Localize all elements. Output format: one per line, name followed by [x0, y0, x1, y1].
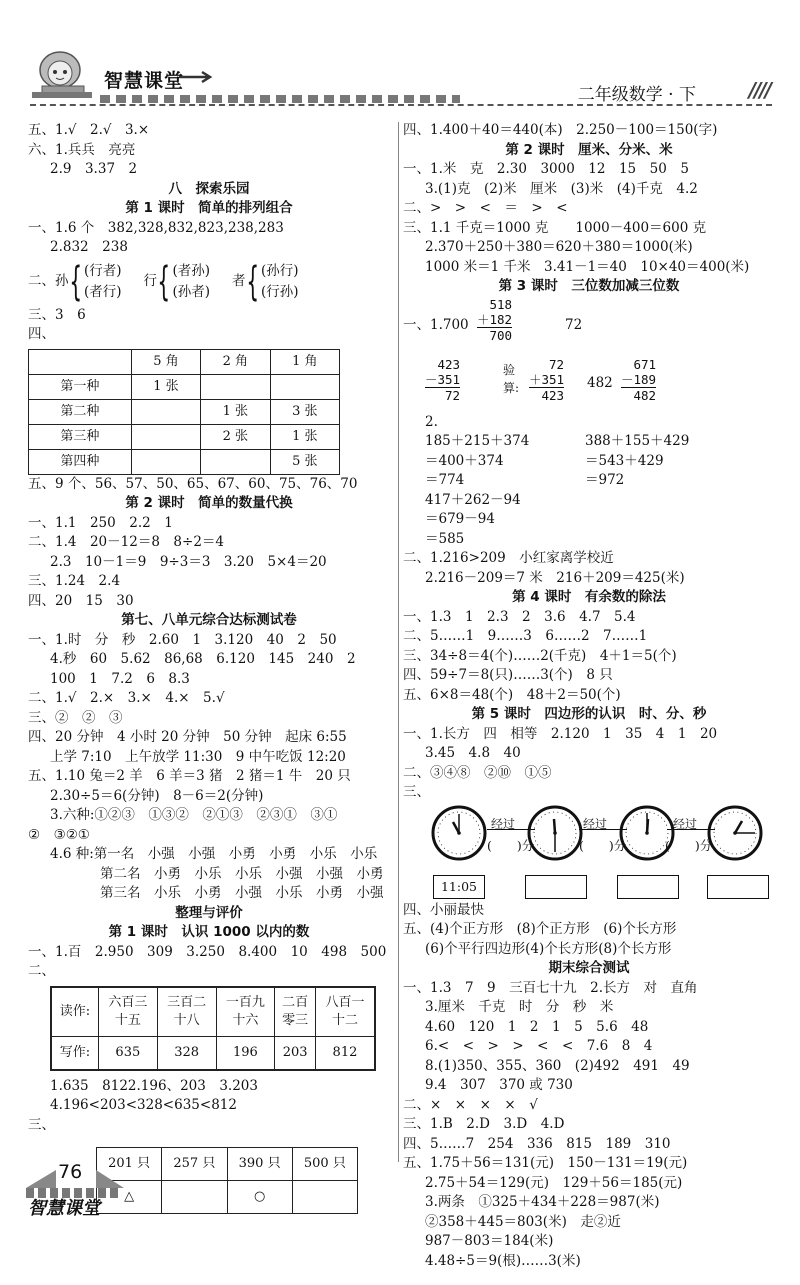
text-line: 4.6 种:第一名 小强 小强 小勇 小勇 小乐 小乐: [50, 846, 378, 862]
text-line: 四、20 15 30: [28, 592, 134, 609]
calc-text: ＝400＋374: [425, 452, 504, 469]
table-cell: 328: [157, 1036, 216, 1070]
unit-heading: 八 探索乐园: [168, 180, 250, 197]
table-cell: [131, 449, 200, 474]
animal-count-table: [96, 1147, 358, 1214]
text-line: [403, 452, 775, 472]
table-cell: [292, 1181, 357, 1214]
text-line: 3.45 4.8 40: [425, 745, 521, 761]
clock-icon: [707, 805, 763, 861]
calc-operand: －351: [425, 371, 461, 387]
text-line: 三、: [403, 784, 430, 800]
table-cell: 812: [315, 1036, 375, 1070]
text-line: ＝585: [425, 530, 465, 547]
text-line: 四、20 分钟 4 小时 20 分钟 50 分钟 起床 6:55: [28, 729, 347, 745]
vertical-addition: [477, 297, 512, 343]
text-line: 三、1.1 千克＝1000 克 1000－400＝600 克: [403, 219, 707, 236]
calc-result: 700: [489, 327, 513, 343]
table-header: 1 角: [270, 349, 339, 374]
text-line: 2.3 10－1＝9 9÷3＝3 3.20 5×4＝20: [50, 553, 327, 570]
minutes-blank: ( )分: [579, 837, 627, 853]
calc-text: ＝972: [585, 472, 625, 488]
text-line: 四、小丽最快: [403, 901, 484, 918]
arrow-icon: [180, 70, 216, 84]
start-time-box: 11:05: [433, 875, 485, 899]
text-line: 6.< < > > < < 7.6 8 4: [425, 1038, 653, 1054]
calc-operand: 423: [437, 356, 461, 372]
text-line: 二、5……1 9……3 6……2 7……1: [403, 628, 648, 644]
text-line: 第三名 小乐 小勇 小强 小乐 小勇 小强: [100, 885, 384, 901]
header-divider: [30, 104, 772, 106]
lesson-heading: 第 1 课时 认识 1000 以内的数: [108, 924, 310, 940]
brace-line: (孙行): [260, 262, 299, 279]
text-line: 一、1.3 7 9 三百七十九 2.长方 对 直角: [403, 979, 698, 996]
text-line: 二、1.4 20－12＝8 8÷2＝4: [28, 534, 224, 550]
text-line: 2.370＋250＋380＝620＋380＝1000(米): [425, 239, 693, 255]
table-cell: 635: [98, 1036, 157, 1070]
text-line: 2.30÷5＝6(分钟) 8－6＝2(分钟): [50, 787, 264, 804]
table-cell: 八百一 十二: [315, 987, 375, 1037]
text-line: 二、③④⑧ ②⑩ ①⑤: [403, 764, 552, 781]
clock-icon: [431, 805, 487, 861]
calc-operand: 671: [633, 356, 657, 372]
text-line: 3.(1)克 (2)米 厘米 (3)米 (4)千克 4.2: [425, 180, 698, 197]
time-box: [707, 875, 769, 899]
text-line: 一、1.6 个 382,328,832,823,238,283: [28, 219, 284, 236]
brace-group: [55, 258, 122, 305]
table-cell: 1 张: [131, 374, 200, 399]
text-line: 二、1.√ 2.× 3.× 4.× 5.√: [28, 690, 225, 706]
lesson-heading: 第 2 课时 简单的数量代换: [125, 495, 293, 511]
page-number: 76: [58, 1161, 83, 1183]
text-line: 五、(4)个正方形 (8)个正方形 (6)个长方形: [403, 921, 677, 937]
table-header: 5 角: [131, 349, 200, 374]
text-line: 一、1.时 分 秒 2.60 1 3.120 40 2 50: [28, 631, 337, 648]
calc-text: ＝543＋429: [585, 452, 664, 469]
text-line: 一、1.3 1 2.3 2 3.6 4.7 5.4: [403, 608, 636, 625]
calc-result: 482: [633, 387, 657, 403]
triangle-mark: △: [97, 1181, 162, 1214]
table-header: 390 只: [227, 1148, 292, 1181]
brace-line: (者孙): [172, 262, 210, 279]
text-line: 2.75＋54＝129(元) 129＋56＝185(元): [425, 1174, 683, 1191]
table-header: 2 角: [201, 349, 270, 374]
text-line: 2.9 3.37 2: [50, 161, 138, 177]
text-line: 二、: [28, 272, 55, 289]
text-line: 四、1.400＋40＝440(本) 2.250－100＝150(字): [403, 122, 718, 138]
time-box: [525, 875, 587, 899]
calc-operand: －189: [621, 371, 657, 387]
check-label-text: 验: [503, 362, 516, 377]
brace-line: (孙者): [172, 283, 210, 300]
table-cell: 一百九 十六: [216, 987, 275, 1037]
table-cell: 196: [216, 1036, 275, 1070]
brace-head: 孙: [55, 272, 69, 289]
table-cell: 二百 零三: [275, 987, 316, 1037]
brace-head: 行: [143, 272, 157, 289]
table-cell: [162, 1181, 227, 1214]
table-cell: 2 张: [201, 424, 270, 449]
table-cell: 3 张: [270, 399, 339, 424]
text-line: 二、> > < ＝ > <: [403, 200, 568, 216]
table-header: [29, 349, 132, 374]
text-line: 482: [587, 374, 613, 391]
text-line: 三、: [28, 1116, 55, 1133]
calc-operand: 72: [549, 356, 565, 372]
table-row: [29, 424, 340, 449]
text-line: 五、1.75＋56＝131(元) 150－131＝19(元): [403, 1155, 688, 1171]
lesson-heading: 第 3 课时 三位数加减三位数: [498, 278, 680, 294]
table-header: 500 只: [292, 1148, 357, 1181]
text-line: 上学 7:10 上午放学 11:30 9 中午吃饭 12:20: [50, 748, 346, 765]
text-line: 二、× × × × √: [403, 1096, 538, 1113]
brace-line: (行者): [83, 262, 122, 279]
text-line: 4.196<203<328<635<812: [50, 1097, 237, 1113]
text-line: 二、1.216>209 小红家离学校近: [403, 550, 614, 566]
brace-group: [232, 258, 299, 305]
brace-icon: {: [245, 258, 259, 305]
table-header: 257 只: [162, 1148, 227, 1181]
text-line: 9.4 307 370 或 730: [425, 1077, 573, 1093]
brace-answers: [28, 258, 390, 306]
table-cell: 三百二 十八: [157, 987, 216, 1037]
text-line: 五、6×8＝48(个) 48＋2＝50(个): [403, 686, 621, 703]
calc-text: 388＋155＋429: [585, 433, 690, 449]
lesson-heading: 第 2 课时 厘米、分米、米: [505, 141, 673, 158]
table-cell: [201, 374, 270, 399]
minutes-blank: ( )分: [665, 837, 713, 853]
table-cell: 第二种: [29, 399, 132, 424]
text-line: 五、1.10 兔＝2 羊 6 羊＝3 猪 2 猪＝1 牛 20 只: [28, 768, 351, 784]
brace-head: 者: [232, 272, 246, 289]
elapsed-label: 经过: [673, 816, 698, 831]
calc-operand: ＋351: [529, 371, 565, 387]
table-cell: 六百三 十五: [98, 987, 157, 1037]
text-line: 4.60 120 1 2 1 5 5.6 48: [425, 1018, 649, 1035]
table-cell: [131, 399, 200, 424]
elapsed-label: 经过: [491, 816, 516, 831]
text-line: 一、1.米 克 2.30 3000 12 15 50 5: [403, 161, 689, 177]
text-line: 第二名 小勇 小乐 小乐 小强 小强 小勇: [100, 865, 384, 882]
clock-icon: [527, 805, 583, 861]
text-line: 一、1.700: [403, 316, 469, 333]
table-row: [29, 399, 340, 424]
brace-group: [143, 258, 211, 305]
text-line: 1.635 8122.196、203 3.203: [50, 1077, 258, 1094]
arrow-line: [667, 829, 715, 830]
text-line: [403, 471, 775, 491]
text-line: ② ③②①: [28, 826, 90, 843]
text-line: 3.六种:①②③ ①③② ②①③ ②③① ③①: [50, 807, 338, 823]
vertical-subtraction: [621, 357, 656, 403]
table-cell: 1 张: [201, 399, 270, 424]
table-cell: 第四种: [29, 449, 132, 474]
time-box: [617, 875, 679, 899]
calc-text: ＝774: [425, 472, 465, 488]
coin-table: [28, 349, 340, 475]
header-slashes: ////: [748, 78, 770, 102]
text-line: 二、: [28, 963, 55, 979]
text-line: ②358＋445＝803(米) 走②近: [425, 1213, 621, 1230]
footer-title: 智慧课堂: [28, 1198, 100, 1219]
text-line: 72: [565, 316, 583, 333]
table-header: 201 只: [97, 1148, 162, 1181]
calc-result: 423: [541, 387, 565, 403]
vertical-calc-2: [403, 357, 775, 413]
text-line: 一、1.百 2.950 309 3.250 8.400 10 498 500: [28, 943, 387, 960]
vertical-calc-1: [403, 297, 775, 355]
text-line: 六、1.兵兵 亮亮: [28, 141, 136, 158]
elapsed-label: 经过: [583, 816, 608, 831]
check-label-text: 算:: [503, 380, 520, 395]
text-line: 2.216－209＝7 米 216＋209＝425(米): [425, 569, 685, 586]
header-subject: 二年级数学 · 下: [577, 85, 696, 105]
table-cell: 第三种: [29, 424, 132, 449]
row-label: 写作:: [51, 1036, 98, 1070]
lesson-heading: 第 4 课时 有余数的除法: [512, 589, 666, 605]
clock-sequence: [403, 805, 775, 901]
minutes-blank: ( )分: [487, 837, 535, 853]
vertical-check: [529, 357, 564, 403]
review-heading: 整理与评价: [175, 904, 243, 921]
table-cell: [270, 374, 339, 399]
table-cell: [131, 424, 200, 449]
text-line: ＝679－94: [425, 511, 495, 527]
text-line: 2.832 238: [50, 239, 128, 255]
text-line: 4.48÷5＝9(根)……3(米): [425, 1252, 581, 1269]
text-line: 四、59÷7＝8(只)……3(个) 8 只: [403, 667, 613, 683]
text-line: 五、9 个、56、57、50、65、67、60、75、76、70: [28, 475, 358, 492]
text-line: 五、1.√ 2.√ 3.×: [28, 122, 150, 138]
text-line: 3.两条 ①325＋434＋228＝987(米): [425, 1194, 660, 1210]
read-write-table: [50, 986, 376, 1071]
brace-line: (者行): [83, 283, 122, 300]
vertical-subtraction: [425, 357, 460, 403]
cartoon-girl-icon: [28, 48, 98, 100]
lesson-heading: 第 1 课时 简单的排列组合: [125, 200, 293, 216]
text-line: 三、3 6: [28, 306, 86, 323]
text-line: [403, 432, 775, 452]
calc-operand: ＋182: [477, 311, 513, 327]
lesson-heading: 第 5 课时 四边形的认识 时、分、秒: [471, 706, 707, 722]
text-line: 三、1.B 2.D 3.D 4.D: [403, 1116, 565, 1132]
text-line: 100 1 7.2 6 8.3: [50, 670, 190, 687]
text-line: 2.: [425, 413, 438, 430]
circle-mark: ○: [227, 1181, 292, 1214]
table-cell: [201, 449, 270, 474]
text-line: 1000 米＝1 千米 3.41－1＝40 10×40＝400(米): [425, 258, 750, 275]
calc-operand: 518: [489, 296, 513, 312]
text-line: 4.秒 60 5.62 86,68 6.120 145 240 2: [50, 651, 356, 667]
brace-icon: {: [68, 258, 82, 305]
table-cell: 5 张: [270, 449, 339, 474]
check-label: [503, 361, 519, 397]
text-line: 8.(1)350、355、360 (2)492 491 49: [425, 1057, 690, 1074]
text-line: (6)个平行四边形(4)个长方形(8)个长方形: [425, 940, 672, 957]
brace-line: (行孙): [260, 283, 299, 300]
arrow-line: [487, 829, 535, 830]
text-line: 四、: [28, 326, 55, 342]
text-line: 三、② ② ③: [28, 709, 123, 726]
test-heading: 第七、八单元综合达标测试卷: [121, 612, 297, 628]
final-test-heading: 期末综合测试: [548, 960, 630, 976]
column-divider: [398, 122, 399, 1162]
table-cell: 1 张: [270, 424, 339, 449]
right-column: [403, 121, 775, 1271]
header-title: 智慧课堂: [104, 70, 185, 92]
brace-icon: {: [157, 258, 171, 305]
table-cell: 203: [275, 1036, 316, 1070]
text-line: 三、1.24 2.4: [28, 573, 121, 589]
text-line: 一、1.长方 四 相等 2.120 1 35 4 1 20: [403, 725, 718, 742]
header-dot-bar: [100, 95, 460, 103]
table-row: [29, 374, 340, 399]
arrow-line: [579, 829, 627, 830]
calc-text: 185＋215＋374: [425, 433, 530, 449]
table-row: [29, 449, 340, 474]
row-label: 读作:: [51, 987, 98, 1037]
calc-result: 72: [445, 387, 461, 403]
left-column: [28, 121, 390, 1214]
text-line: 三、34÷8＝4(个)……2(千克) 4＋1＝5(个): [403, 647, 677, 664]
text-line: 417＋262－94: [425, 491, 521, 508]
text-line: 一、1.1 250 2.2 1: [28, 514, 173, 531]
text-line: 987－803＝184(米): [425, 1233, 554, 1249]
text-line: 四、5……7 254 336 815 189 310: [403, 1135, 671, 1152]
text-line: 3.厘米 千克 时 分 秒 米: [425, 999, 614, 1015]
table-cell: 第一种: [29, 374, 132, 399]
